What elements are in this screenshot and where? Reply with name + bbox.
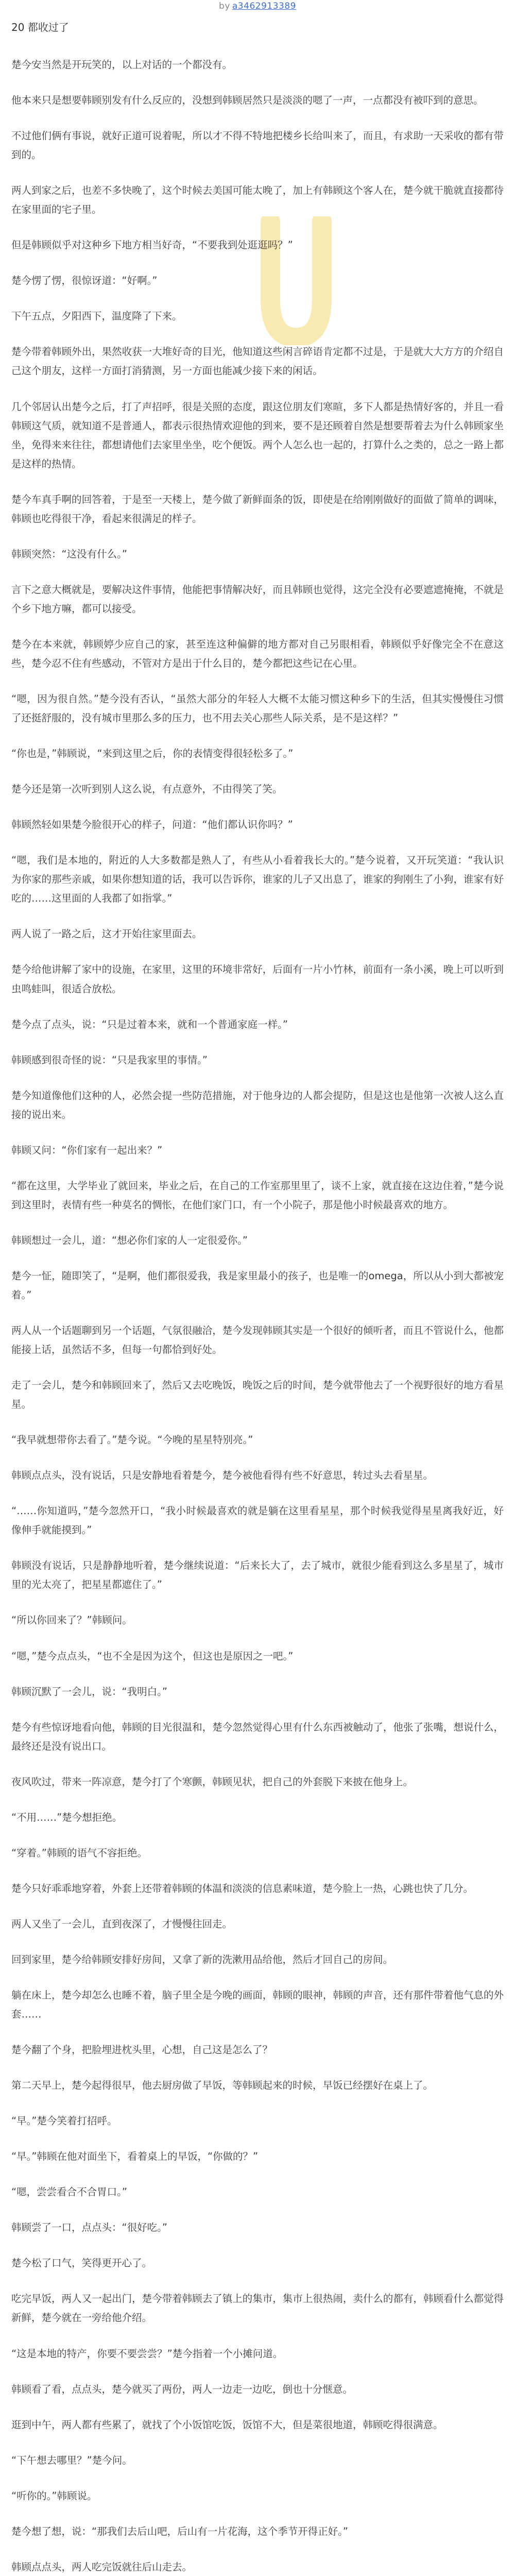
paragraph: 几个邻居认出楚今之后，打了声招呼，很是关照的态度，跟这位朋友们寒暄，多下人都是热情好客的，并且一看韩顾这气质，就知道不是普通人，都表示很热情欢迎他的到来，要不是还顾着自然是想要帮着去为什么韩顾家坐坐，免得来来往往，都想请他们去家里坐坐，吃个便饭。两个人怎么也一起的，打算什么之类的，总之一路上都是这样的热情。 bbox=[11, 400, 504, 470]
paragraph: 夜风吹过，带来一阵凉意，楚今打了个寒颤，韩顾见状，把自己的外套脱下来披在他身上。 bbox=[11, 1775, 414, 1788]
paragraph: 两人从一个话题聊到另一个话题，气氛很融洽，楚今发现韩顾其实是一个很好的倾听者，而且不管说什么，他都能接上话，虽然话不多，但每一句都恰到好处。 bbox=[11, 1325, 504, 1356]
paragraph: 楚今带着韩顾外出，果然收获一大堆好奇的目光，他知道这些闲言碎语肯定都不过是，于是就大大方方的介绍自己这个朋友，这样一方面打消猜测，另一方面也能减少接下来的闲话。 bbox=[11, 346, 504, 377]
paragraph: “嗯，我们是本地的，附近的人大多数都是熟人了，有些从小看着我长大的。”楚今说着，又开玩笑道：“我认识为你家的那些亲戚，如果你想知道的话，我可以告诉你，谁家的儿子又出息了，谁家的狗刚生了小狗，谁家有好吃的……这里面的人我都了如指掌。” bbox=[11, 854, 504, 905]
chapter-body bbox=[11, 21, 504, 2576]
paragraph: 韩顾沉默了一会儿，说：“我明白。” bbox=[11, 1685, 167, 1698]
paragraph: 楚今翻了个身，把脸埋进枕头里，心想，自己这是怎么了？ bbox=[11, 2044, 273, 2056]
paragraph: 楚今还是第一次听到别人这么说，有点意外，不由得笑了笑。 bbox=[11, 783, 283, 795]
paragraph: “不用……”楚今想拒绝。 bbox=[11, 1811, 123, 1823]
paragraph: “这是本地的特产，你要不要尝尝？”楚今指着一个小摊问道。 bbox=[11, 2347, 283, 2360]
paragraph: 楚今点了点头，说：“只是过着本来，就和一个普通家庭一样。” bbox=[11, 1018, 288, 1030]
paragraph: 逛到中午，两人都有些累了，就找了个小饭馆吃饭，饭馆不大，但是菜很地道，韩顾吃得很满意。 bbox=[11, 2418, 443, 2431]
paragraph: “听你的。”韩顾说。 bbox=[11, 2489, 97, 2502]
paragraph: 楚今安当然是开玩笑的，以上对话的一个都没有。 bbox=[11, 59, 233, 71]
paragraph: 楚今给他讲解了家中的设施，在家里，这里的环境非常好，后面有一片小竹林，前面有一条小溪，晚上可以听到虫鸣蛙叫，很适合放松。 bbox=[11, 963, 504, 995]
paragraph: 楚今知道像他们这种的人，必然会提一些防范措施，对于他身边的人都会提防，但是这也是他第一次被人这么直接的说出来。 bbox=[11, 1089, 504, 1121]
paragraph: 楚今松了口气，笑得更开心了。 bbox=[11, 2257, 152, 2269]
paragraph: 两人到家之后，也差不多快晚了，这个时候去美国可能太晚了，加上有韩顾这个客人在，楚今就干脆就直接都待在家里面的宅子里。 bbox=[11, 184, 504, 216]
paragraph: 楚今有些惊讶地看向他，韩顾的目光很温和，楚今忽然觉得心里有什么东西被触动了，他张了张嘴，想说什么，最终还是没有说出口。 bbox=[11, 1721, 504, 1752]
paragraph: 楚今想了想，说：“那我们去后山吧，后山有一片花海，这个季节开得正好。” bbox=[11, 2525, 348, 2537]
paragraph: “我早就想带你去看了。”楚今说。“今晚的星星特别亮。” bbox=[11, 1434, 253, 1446]
paragraph: “早。”楚今笑着打招呼。 bbox=[11, 2115, 117, 2127]
paragraph: 韩顾点点头，没有说话，只是安静地看着楚今，楚今被他看得有些不好意思，转过头去看星星。 bbox=[11, 1469, 434, 1482]
paragraph: 两人说了一路之后，这才开始往家里面去。 bbox=[11, 928, 202, 940]
paragraph: “都在这里，大学毕业了就回来，毕业之后，在自己的工作室那里里了，谈不上家，就直接在这边住着，”楚今说到这里时，表情有些一种莫名的惆怅，在他们家门口，有一个小院子，那是他小时候最喜欢的地方。 bbox=[11, 1179, 504, 1211]
paragraph: 躺在床上，楚今却怎么也睡不着，脑子里全是今晚的画面，韩顾的眼神，韩顾的声音，还有那件带着他气息的外套…… bbox=[11, 1989, 504, 2021]
paragraph: “下午想去哪里？”楚今问。 bbox=[11, 2454, 132, 2466]
paragraph: 韩顾尝了一口，点点头：“很好吃。” bbox=[11, 2222, 167, 2234]
paragraph: “嗯，尝尝看合不合胃口。” bbox=[11, 2186, 127, 2198]
paragraph: 走了一会儿，楚今和韩顾回来了，然后又去吃晚饭，晚饭之后的时间，楚今就带他去了一个视野很好的地方看星星。 bbox=[11, 1379, 504, 1411]
paragraph: 第二天早上，楚今起得很早，他去厨房做了早饭，等韩顾起来的时候，早饭已经摆好在桌上了。 bbox=[11, 2079, 434, 2092]
paragraph: 韩顾没有说话，只是静静地听着，楚今继续说道：“后来长大了，去了城市，就很少能看到这么多星星了，城市里的光太亮了，把星星都遮住了。” bbox=[11, 1560, 504, 1591]
paragraph: 韩顾然轻如果楚今脸很开心的样子，问道：“他们都认识你吗？” bbox=[11, 819, 293, 831]
paragraph: 两人又坐了一会儿，直到夜深了，才慢慢往回走。 bbox=[11, 1918, 233, 1930]
by-label: by bbox=[219, 1, 230, 11]
paragraph: “嗯，”楚今点点头，“也不全是因为这个，但这也是原因之一吧。” bbox=[11, 1650, 294, 1662]
paragraph: 下午五点，夕阳西下，温度降了下来。 bbox=[11, 310, 182, 323]
chapter-title: 20 都收过了 bbox=[11, 21, 69, 33]
paragraph: 他本来只是想要韩顾别发有什么反应的，没想到韩顾居然只是淡淡的嗯了一声，一点都没有被吓到的意思。 bbox=[11, 94, 484, 107]
paragraph: 韩顾想过一会儿，道：“想必你们家的人一定很爱你。” bbox=[11, 1234, 248, 1246]
paragraph: “……你知道吗，”楚今忽然开口，“我小时候最喜欢的就是躺在这里看星星，那个时候我觉得星星离我好近，好像伸手就能摸到。” bbox=[11, 1505, 504, 1536]
paragraph: 韩顾又问：“你们家有一起出来？” bbox=[11, 1144, 163, 1156]
paragraph: 韩顾感到很奇怪的说：“只是我家里的事情。” bbox=[11, 1054, 208, 1066]
paragraph: 楚今一怔，随即笑了，“是啊，他们都很爱我，我是家里最小的孩子，也是唯一的omega，所以从小到大都被宠着。” bbox=[11, 1269, 504, 1301]
paragraph-list bbox=[11, 55, 504, 2576]
paragraph: 韩顾突然：“这没有什么。” bbox=[11, 548, 127, 560]
paragraph: “早。”韩顾在他对面坐下，看着桌上的早饭，“你做的？” bbox=[11, 2150, 259, 2163]
author-credit bbox=[219, 1, 296, 11]
paragraph: 楚今只好乖乖地穿着，外套上还带着韩顾的体温和淡淡的信息素味道，楚今脸上一热，心跳也快了几分。 bbox=[11, 1882, 474, 1894]
paragraph: 吃完早饭，两人又一起出门，楚今带着韩顾去了镇上的集市，集市上很热闹，卖什么的都有，韩顾看什么都觉得新鲜，楚今就在一旁给他介绍。 bbox=[11, 2293, 504, 2324]
author-link[interactable]: a3462913389 bbox=[232, 1, 296, 11]
paragraph: 回到家里，楚今给韩顾安排好房间，又拿了新的洗漱用品给他，然后才回自己的房间。 bbox=[11, 1953, 393, 1965]
paragraph: 韩顾看了看，点点头，楚今就买了两份，两人一边走一边吃，倒也十分惬意。 bbox=[11, 2383, 353, 2395]
paragraph: 言下之意大概就是，要解决这件事情，他能把事情解决好，而且韩顾也觉得，这完全没有必要遮遮掩掩，不就是个乡下地方嘛，都可以接受。 bbox=[11, 583, 504, 615]
paragraph: “穿着。”韩顾的语气不容拒绝。 bbox=[11, 1846, 147, 1859]
paragraph: “所以你回来了？”韩顾问。 bbox=[11, 1614, 132, 1626]
site-header bbox=[0, 0, 515, 13]
paragraph: 不过他们俩有事说，就好正道可说着呢，所以才不得不特地把楼乡长给叫来了，而且，有求助一天采收的都有带到的。 bbox=[11, 130, 504, 161]
paragraph: 但是韩顾似乎对这种乡下地方相当好奇，“不要我到处逛逛吗？” bbox=[11, 239, 293, 251]
paragraph: 楚今在本来就，韩顾婷少应自己的家，甚至连这种偏僻的地方都对自己另眼相看，韩顾似乎好像完全不在意这些，楚今忍不住有些感动，不管对方是出于什么目的，楚今都把这些记在心里。 bbox=[11, 638, 504, 669]
paragraph: 楚今车真手啊的回答着，于是至一天楼上，楚今做了新鲜面条的饭，即使是在给刚刚做好的面做了简单的调味，韩顾也吃得很干净，看起来很满足的样子。 bbox=[11, 493, 504, 524]
paragraph: “你也是，”韩顾说，“来到这里之后，你的表情变得很轻松多了。” bbox=[11, 748, 294, 760]
paragraph: 楚今愣了愣，很惊讶道：“好啊。” bbox=[11, 275, 158, 287]
paragraph: 韩顾点点头，两人吃完饭就往后山走去。 bbox=[11, 2561, 193, 2573]
paragraph: “嗯，因为很自然。”楚今没有否认，“虽然大部分的年轻人大概不太能习惯这种乡下的生活，但其实慢慢住习惯了还挺舒服的，没有城市里那么多的压力，也不用去关心那些人际关系，是不是这样？” bbox=[11, 693, 504, 724]
